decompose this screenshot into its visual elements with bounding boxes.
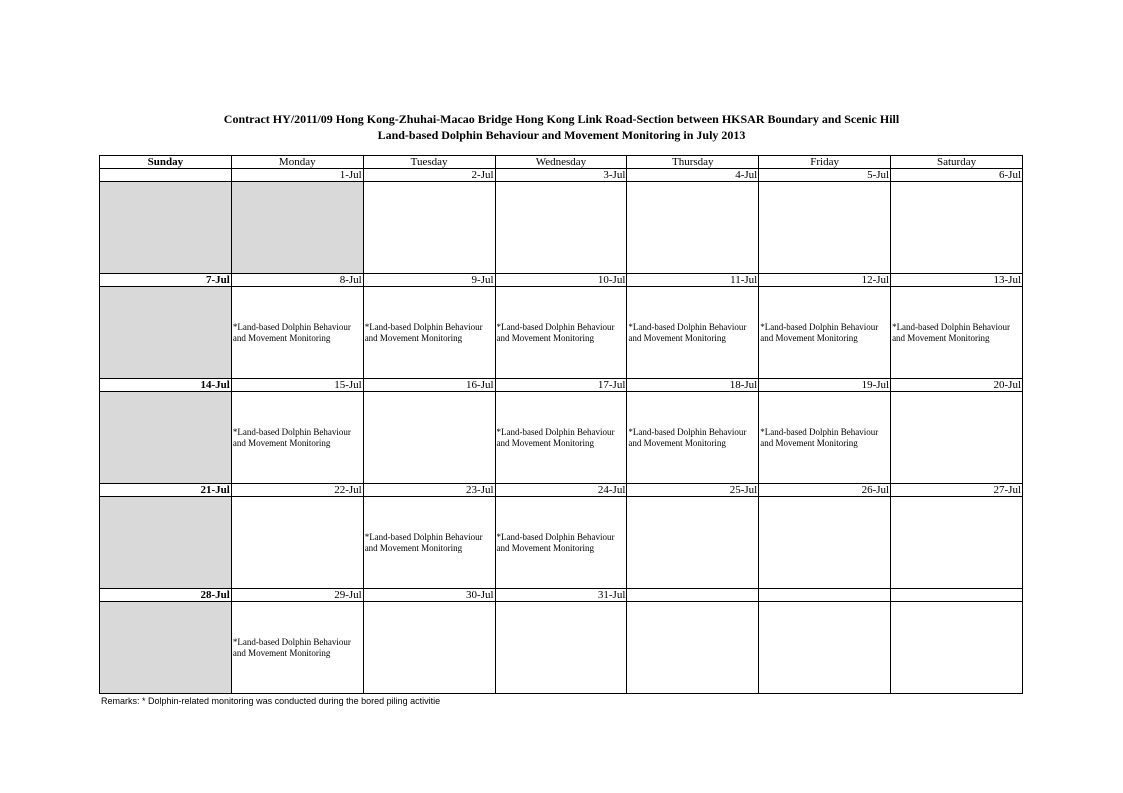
monitoring-event: *Land-based Dolphin Behaviour and Movement Monitoring [628, 426, 747, 448]
date-label: 13-Jul [891, 274, 1023, 287]
date-label: 15-Jul [231, 379, 363, 392]
date-label: 19-Jul [759, 379, 891, 392]
day-content-row [100, 182, 1023, 274]
weekday-header-saturday: Saturday [891, 156, 1023, 169]
date-label: 11-Jul [627, 274, 759, 287]
day-cell [759, 392, 891, 484]
weekday-header-friday: Friday [759, 156, 891, 169]
day-cell [495, 287, 627, 379]
monitoring-event: *Land-based Dolphin Behaviour and Movement Monitoring [760, 426, 879, 448]
monitoring-event: *Land-based Dolphin Behaviour and Movement Monitoring [496, 426, 615, 448]
day-cell [100, 497, 232, 589]
date-label: 4-Jul [627, 169, 759, 182]
day-cell [100, 182, 232, 274]
monitoring-event: *Land-based Dolphin Behaviour and Movement Monitoring [232, 321, 351, 343]
date-row [100, 274, 1023, 287]
day-cell [231, 392, 363, 484]
date-label: 20-Jul [891, 379, 1023, 392]
date-label: 22-Jul [231, 484, 363, 497]
date-label: 30-Jul [363, 589, 495, 602]
weekday-header-wednesday: Wednesday [495, 156, 627, 169]
date-label: 29-Jul [231, 589, 363, 602]
day-cell [231, 182, 363, 274]
day-cell [231, 497, 363, 589]
day-cell [495, 497, 627, 589]
date-label: 12-Jul [759, 274, 891, 287]
monitoring-event: *Land-based Dolphin Behaviour and Movement Monitoring [496, 321, 615, 343]
day-cell [759, 497, 891, 589]
weekday-header-tuesday: Tuesday [363, 156, 495, 169]
monitoring-event: *Land-based Dolphin Behaviour and Movement Monitoring [892, 321, 1011, 343]
date-label [759, 589, 891, 602]
date-label: 10-Jul [495, 274, 627, 287]
day-content-row [100, 392, 1023, 484]
day-cell [495, 182, 627, 274]
document-title: Contract HY/2011/09 Hong Kong-Zhuhai-Macao Bridge Hong Kong Link Road-Section between HKSAR Boundary and Scenic Hill [223, 112, 900, 126]
date-label: 23-Jul [363, 484, 495, 497]
date-row [100, 484, 1023, 497]
date-label: 24-Jul [495, 484, 627, 497]
date-label: 14-Jul [100, 379, 232, 392]
remarks: Remarks: * Dolphin-related monitoring was conducted during the bored piling activitie [101, 696, 441, 706]
date-label: 27-Jul [891, 484, 1023, 497]
day-cell [363, 287, 495, 379]
date-label: 9-Jul [363, 274, 495, 287]
calendar-table [99, 155, 1023, 694]
day-content-row [100, 287, 1023, 379]
date-row [100, 169, 1023, 182]
day-cell [100, 287, 232, 379]
day-content-row [100, 602, 1023, 694]
date-label: 25-Jul [627, 484, 759, 497]
day-cell [363, 602, 495, 694]
day-cell [495, 602, 627, 694]
monitoring-event: *Land-based Dolphin Behaviour and Movement Monitoring [364, 321, 483, 343]
document-subtitle: Land-based Dolphin Behaviour and Movement Monitoring in July 2013 [377, 128, 746, 142]
weekday-header-sunday: Sunday [100, 156, 232, 169]
monitoring-event: *Land-based Dolphin Behaviour and Movement Monitoring [760, 321, 879, 343]
date-label: 2-Jul [363, 169, 495, 182]
day-cell [363, 497, 495, 589]
date-label: 1-Jul [231, 169, 363, 182]
date-label: 8-Jul [231, 274, 363, 287]
day-cell [100, 602, 232, 694]
date-label [627, 589, 759, 602]
day-cell [231, 287, 363, 379]
date-label: 16-Jul [363, 379, 495, 392]
monitoring-event: *Land-based Dolphin Behaviour and Movement Monitoring [232, 636, 351, 658]
day-cell [891, 287, 1023, 379]
day-cell [627, 602, 759, 694]
date-label: 31-Jul [495, 589, 627, 602]
day-cell [759, 602, 891, 694]
day-cell [891, 602, 1023, 694]
date-label: 21-Jul [100, 484, 232, 497]
day-cell [363, 392, 495, 484]
date-label [100, 169, 232, 182]
day-cell [759, 182, 891, 274]
date-label [891, 589, 1023, 602]
day-cell [100, 392, 232, 484]
date-row [100, 589, 1023, 602]
day-cell [231, 602, 363, 694]
date-label: 5-Jul [759, 169, 891, 182]
date-label: 7-Jul [100, 274, 232, 287]
monitoring-event: *Land-based Dolphin Behaviour and Movement Monitoring [496, 531, 615, 553]
day-cell [891, 392, 1023, 484]
weekday-header-thursday: Thursday [627, 156, 759, 169]
date-label: 26-Jul [759, 484, 891, 497]
weekday-header-monday: Monday [231, 156, 363, 169]
date-label: 6-Jul [891, 169, 1023, 182]
monitoring-event: *Land-based Dolphin Behaviour and Movement Monitoring [628, 321, 747, 343]
monitoring-event: *Land-based Dolphin Behaviour and Movement Monitoring [364, 531, 483, 553]
weekday-header-row [100, 156, 1023, 169]
day-cell [759, 287, 891, 379]
day-cell [495, 392, 627, 484]
date-label: 28-Jul [100, 589, 232, 602]
day-cell [627, 287, 759, 379]
day-content-row [100, 497, 1023, 589]
day-cell [891, 497, 1023, 589]
day-cell [363, 182, 495, 274]
date-label: 17-Jul [495, 379, 627, 392]
day-cell [627, 497, 759, 589]
date-row [100, 379, 1023, 392]
day-cell [627, 182, 759, 274]
day-cell [627, 392, 759, 484]
monitoring-event: *Land-based Dolphin Behaviour and Movement Monitoring [232, 426, 351, 448]
date-label: 3-Jul [495, 169, 627, 182]
day-cell [891, 182, 1023, 274]
date-label: 18-Jul [627, 379, 759, 392]
